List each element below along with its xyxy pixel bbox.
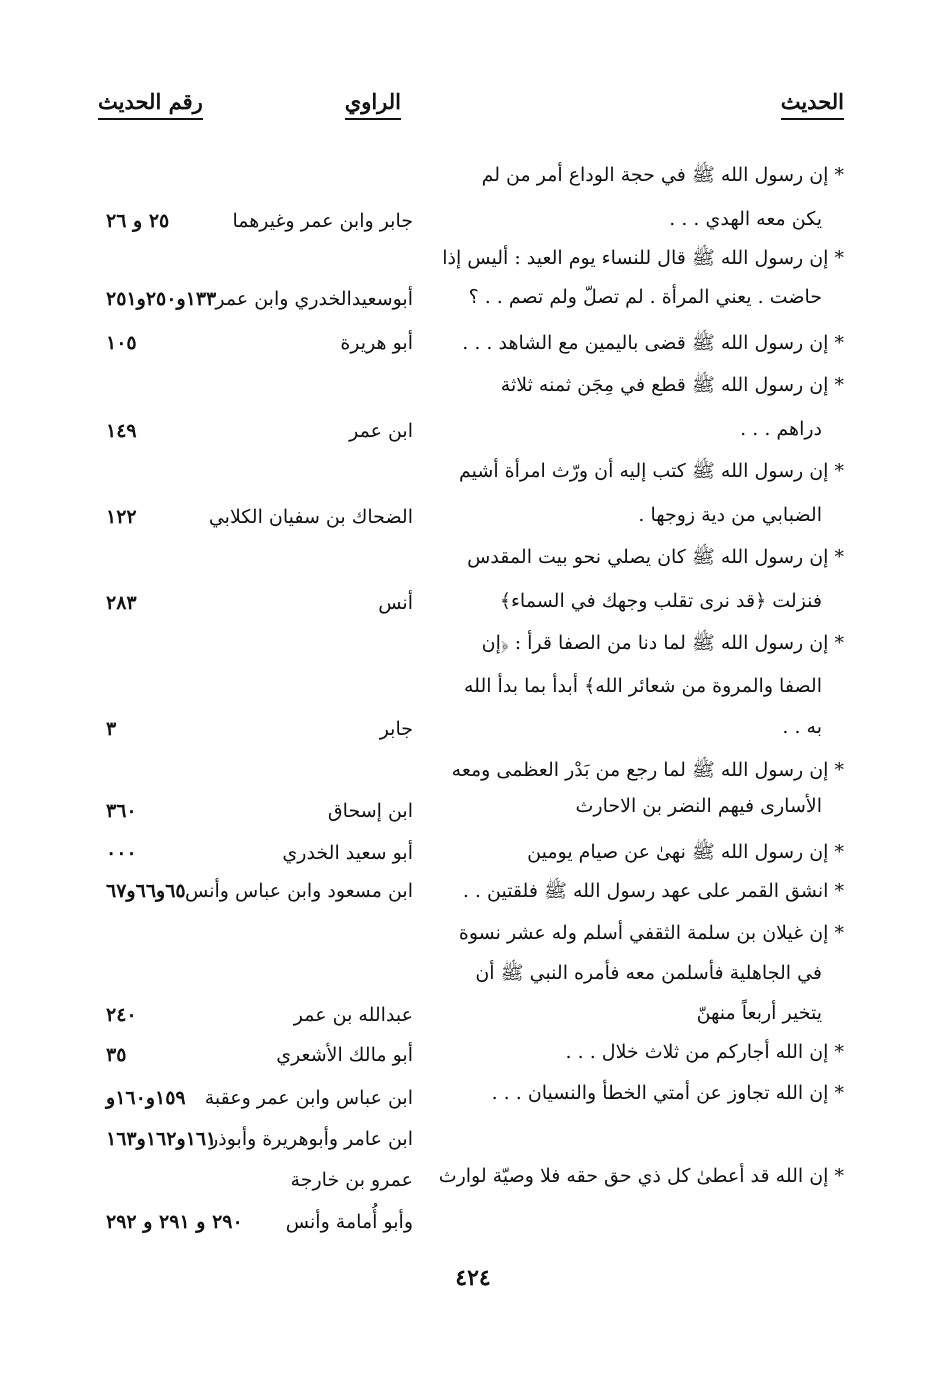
hadith-line: * إن رسول الله ﷺ كتب إليه أن ورّث امرأة أشيم: [459, 460, 844, 482]
hadith-number: ٦٥و٦٦و٦٧: [106, 880, 186, 902]
hadith-line: الصفا والمروة من شعائر الله﴾ أبدأ بما بدأ الله: [463, 675, 822, 697]
hadith-line: يكن معه الهدي . . .: [669, 208, 822, 230]
hadith-line: حاضت . يعني المرأة . لم تصلّ ولم تصم . . ؟: [468, 286, 822, 308]
hadith-number: ١٥٩و١٦٠و: [106, 1087, 186, 1109]
header-narrator: الراوي: [345, 88, 401, 120]
hadith-line: * إن رسول الله ﷺ لما رجع من بَدْر العظمى ومعه: [451, 759, 844, 781]
narrator: جابر وابن عمر وغيرهما: [232, 210, 413, 232]
narrator: عبدالله بن عمر: [293, 1004, 413, 1026]
narrator: ابن إسحاق: [327, 800, 413, 822]
hadith-line: فنزلت ﴿قد نرى تقلب وجهك في السماء﴾: [499, 590, 822, 612]
narrator: عمرو بن خارجة: [290, 1169, 413, 1191]
hadith-line: الأسارى فيهم النضر بن الاحارث: [575, 795, 822, 817]
hadith-number: ١٦١و١٦٢و١٦٣: [106, 1128, 217, 1150]
hadith-line: * إن الله تجاوز عن أمتي الخطأ والنسيان . . .: [491, 1082, 844, 1104]
narrator: ابن عامر وأبوهريرة وأبوذر: [209, 1128, 413, 1150]
hadith-line: يتخير أربعاً منهنّ: [696, 1002, 822, 1024]
hadith-number: ٣٦٠: [106, 800, 137, 822]
narrator: جابر: [379, 718, 413, 740]
narrator: وأبو أُمامة وأنس: [285, 1211, 413, 1233]
narrator: أبوسعيدالخدري وابن عمر: [215, 288, 413, 310]
header-hadith: الحديث: [781, 88, 844, 120]
narrator: أبو هريرة: [340, 332, 413, 354]
hadith-number: ٢٨٣: [106, 592, 137, 614]
hadith-line: * انشق القمر على عهد رسول الله ﷺ فلقتين . .: [462, 880, 844, 902]
narrator: الضحاك بن سفيان الكلابي: [208, 506, 413, 528]
hadith-line: * إن رسول الله ﷺ قضى باليمين مع الشاهد . . .: [462, 332, 844, 354]
hadith-line: * إن الله قد أعطىٰ كل ذي حق حقه فلا وصيّة لوارث: [438, 1165, 844, 1187]
hadith-line: في الجاهلية فأسلمن معه فأمره النبي ﷺ أن: [475, 962, 822, 984]
hadith-number: ٣٥: [106, 1044, 127, 1066]
header-hadith-number: رقم الحديث: [98, 88, 203, 120]
hadith-number: ١٣٣و٢٥٠و٢٥١: [106, 288, 217, 310]
hadith-number: ١٢٢: [106, 506, 137, 528]
hadith-line: * إن رسول الله ﷺ نهىٰ عن صيام يومين: [527, 841, 844, 863]
hadith-line: * إن غيلان بن سلمة الثقفي أسلم وله عشر نسوة: [458, 922, 844, 944]
hadith-line: * إن رسول الله ﷺ لما دنا من الصفا قرأ : ﴿إن: [481, 632, 844, 654]
hadith-line: * إن الله أجاركم من ثلاث خلال . . .: [565, 1041, 844, 1063]
hadith-line: * إن رسول الله ﷺ كان يصلي نحو بيت المقدس: [467, 546, 844, 568]
hadith-number: ٢٤٠: [106, 1004, 137, 1026]
hadith-number: ٠٠٠: [106, 842, 137, 864]
hadith-number: ٢٩٠ و ٢٩١ و ٢٩٢: [106, 1211, 243, 1233]
narrator: أنس: [378, 592, 413, 614]
narrator: أبو مالك الأشعري: [276, 1044, 413, 1066]
hadith-number: ٣: [106, 718, 117, 740]
page-number: ٤٢٤: [455, 1265, 491, 1291]
hadith-number: ١٤٩: [106, 420, 137, 442]
hadith-line: به . .: [782, 716, 822, 738]
hadith-line: * إن رسول الله ﷺ قطع في مِجَن ثمنه ثلاثة: [500, 374, 844, 396]
hadith-number: ١٠٥: [106, 332, 137, 354]
hadith-line: الضبابي من دية زوجها .: [638, 504, 822, 526]
narrator: ابن عباس وابن عمر وعقبة: [204, 1087, 413, 1109]
narrator: ابن مسعود وابن عباس وأنس: [185, 880, 413, 902]
hadith-line: * إن رسول الله ﷺ في حجة الوداع أمر من لم: [481, 164, 844, 186]
hadith-line: دراهم . . .: [740, 418, 822, 440]
narrator: ابن عمر: [349, 420, 413, 442]
hadith-number: ٢٥ و ٢٦: [106, 210, 170, 232]
hadith-line: * إن رسول الله ﷺ قال للنساء يوم العيد : أليس إذا: [442, 247, 844, 269]
narrator: أبو سعيد الخدري: [282, 842, 413, 864]
